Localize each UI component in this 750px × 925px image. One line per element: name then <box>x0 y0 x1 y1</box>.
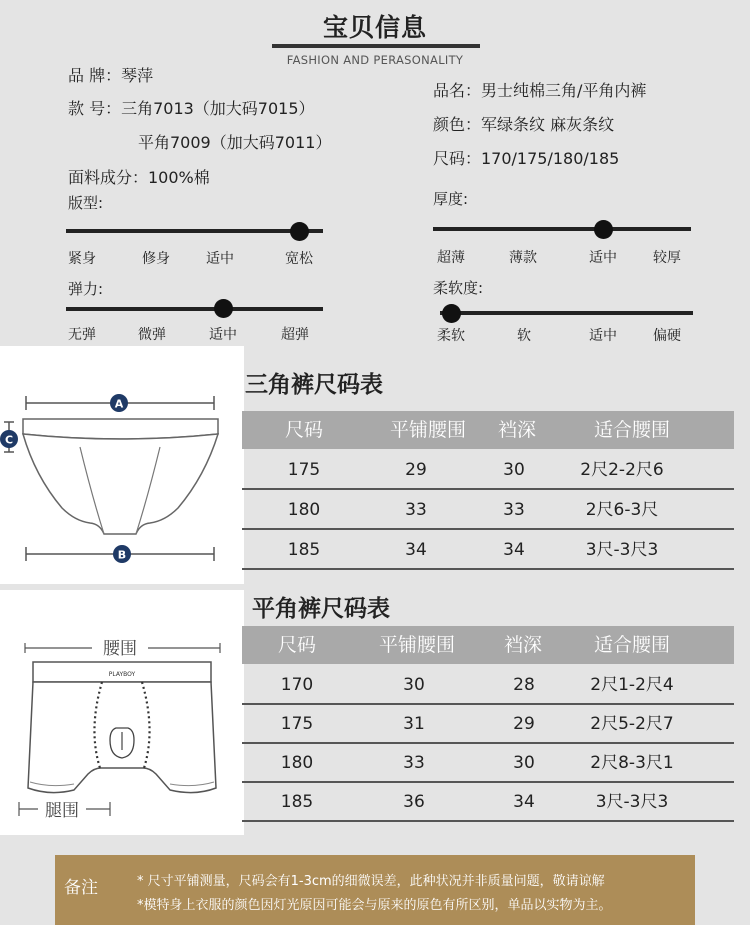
table-cell: 180 <box>280 753 314 773</box>
boxer-header-flat-waist: 平铺腰围 <box>378 634 455 656</box>
table-cell: 175 <box>280 714 314 734</box>
brief-header-fit-waist: 适合腰围 <box>593 419 670 441</box>
table-cell: 2尺1-2尺4 <box>590 675 674 695</box>
table-cell: 33 <box>405 500 427 520</box>
note-line-1: * 尺寸平铺测量，尺码会有1-3cm的细微误差，此种状况并非质量问题，敬请谅解 <box>137 874 605 889</box>
brief-header-size: 尺码 <box>284 419 323 441</box>
boxer-header-fit-waist: 适合腰围 <box>593 634 670 656</box>
spec-fabric: 面料成分：100%棉 <box>68 168 210 187</box>
table-cell: 29 <box>405 460 427 480</box>
boxer-diagram <box>0 590 244 835</box>
fit-option-0: 紧身 <box>68 251 96 267</box>
softness-option-0: 柔软 <box>437 328 465 344</box>
boxer-header-size: 尺码 <box>277 634 316 656</box>
table-cell: 2尺6-3尺 <box>585 500 659 520</box>
thickness-track <box>433 227 691 231</box>
marker-c-text: C <box>4 433 14 447</box>
page-title: 宝贝信息 <box>322 13 427 42</box>
table-cell: 28 <box>513 675 535 695</box>
table-row <box>242 705 734 744</box>
boxer-header-rise: 裆深 <box>503 634 542 656</box>
fit-option-3: 宽松 <box>285 251 313 267</box>
table-row <box>242 451 734 490</box>
boxer-logo: PLAYBOY <box>108 671 136 678</box>
brief-header-rise: 裆深 <box>497 419 536 441</box>
table-row <box>242 744 734 783</box>
fit-knob <box>290 222 309 241</box>
fit-track <box>66 229 323 233</box>
elasticity-label: 弹力: <box>68 280 104 298</box>
elasticity-option-1: 微弹 <box>138 327 166 343</box>
table-cell: 33 <box>403 753 425 773</box>
notes-label: 备注 <box>64 878 98 898</box>
spec-model-line2: 平角7009（加大码7011） <box>138 133 332 152</box>
table-cell: 2尺5-2尺7 <box>590 714 674 734</box>
thickness-option-1: 薄款 <box>509 250 537 266</box>
thickness-option-3: 较厚 <box>653 250 681 266</box>
thickness-label: 厚度: <box>433 190 469 208</box>
table-row <box>242 666 734 705</box>
boxer-illustration <box>0 590 244 835</box>
table-cell: 185 <box>287 540 321 560</box>
softness-option-2: 适中 <box>589 328 617 344</box>
boxer-table-title: 平角裤尺码表 <box>252 596 390 622</box>
table-row <box>242 783 734 822</box>
fit-option-1: 修身 <box>142 251 170 267</box>
spec-color: 颜色：军绿条纹 麻灰条纹 <box>433 115 615 134</box>
table-cell: 30 <box>403 675 425 695</box>
table-cell: 3尺-3尺3 <box>595 792 669 812</box>
table-cell: 185 <box>280 792 314 812</box>
table-cell: 33 <box>503 500 525 520</box>
spec-name: 品名：男士纯棉三角/平角内裤 <box>433 81 647 100</box>
softness-option-1: 软 <box>517 328 531 344</box>
fit-label: 版型: <box>68 194 104 212</box>
table-cell: 36 <box>403 792 425 812</box>
table-row <box>242 491 734 530</box>
table-cell: 2尺8-3尺1 <box>590 753 674 773</box>
elasticity-knob <box>214 299 233 318</box>
thickness-option-2: 适中 <box>589 250 617 266</box>
elasticity-option-0: 无弹 <box>68 327 96 343</box>
softness-option-3: 偏硬 <box>653 328 681 344</box>
table-cell: 3尺-3尺3 <box>585 540 659 560</box>
notes-panel <box>55 855 695 925</box>
marker-b-text: B <box>117 548 127 562</box>
waist-label: 腰围 <box>103 639 137 659</box>
table-cell: 34 <box>503 540 525 560</box>
brief-illustration <box>0 346 244 584</box>
table-cell: 30 <box>513 753 535 773</box>
title-underline <box>272 44 480 48</box>
brief-table-title: 三角裤尺码表 <box>245 372 383 398</box>
spec-model-line1: 款 号：三角7013（加大码7015） <box>68 99 315 118</box>
spec-brand: 品 牌：琴萍 <box>68 66 154 85</box>
table-cell: 34 <box>513 792 535 812</box>
table-cell: 34 <box>405 540 427 560</box>
brief-header-flat-waist: 平铺腰围 <box>389 419 466 441</box>
page-subtitle: FASHION AND PERASONALITY <box>286 53 464 67</box>
softness-knob <box>442 304 461 323</box>
table-cell: 175 <box>287 460 321 480</box>
brief-diagram <box>0 346 244 584</box>
brief-table-header <box>242 411 734 449</box>
table-cell: 170 <box>280 675 314 695</box>
softness-label: 柔软度: <box>433 279 484 297</box>
elasticity-option-2: 适中 <box>209 327 237 343</box>
elasticity-option-3: 超弹 <box>281 327 309 343</box>
table-cell: 30 <box>503 460 525 480</box>
fit-option-2: 适中 <box>206 251 234 267</box>
table-row <box>242 531 734 570</box>
table-cell: 31 <box>403 714 425 734</box>
table-cell: 2尺2-2尺6 <box>580 460 664 480</box>
softness-track <box>440 311 693 315</box>
note-line-2: *模特身上衣服的颜色因灯光原因可能会与原来的原色有所区别，单品以实物为主。 <box>137 898 612 913</box>
table-cell: 29 <box>513 714 535 734</box>
thickness-option-0: 超薄 <box>437 250 465 266</box>
boxer-table-header <box>242 626 734 664</box>
table-cell: 180 <box>287 500 321 520</box>
thickness-knob <box>594 220 613 239</box>
elasticity-track <box>66 307 323 311</box>
leg-label: 腿围 <box>45 801 79 821</box>
marker-a-text: A <box>114 397 124 411</box>
spec-size: 尺码：170/175/180/185 <box>433 149 620 168</box>
